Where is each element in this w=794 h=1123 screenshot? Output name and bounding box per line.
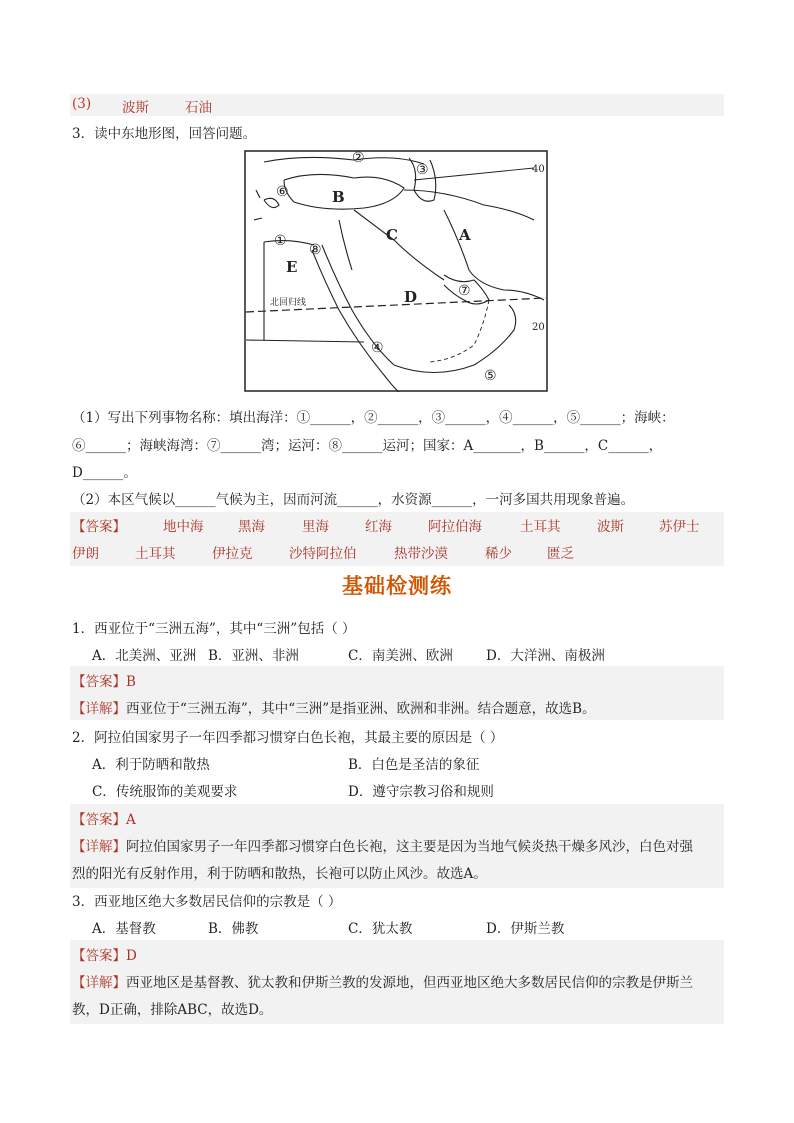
q3-ans-7: 波斯 — [597, 519, 624, 535]
q3-stem: 3．读中东地形图，回答问题。 — [72, 126, 257, 142]
b1-opt-d: D．大洋洲、南极洲 — [486, 648, 605, 664]
q3-sub1-line1: （1）写出下列事物名称：填出海洋：①______，②______，③______，④______，⑤______；海峡： — [72, 410, 675, 426]
map-label-e: E — [286, 258, 298, 276]
map-marker-8: ⑧ — [309, 242, 322, 258]
b3-stem: 3．西亚地区绝大多数居民信仰的宗教是（ ） — [72, 894, 342, 910]
q3-ans-15: 匮乏 — [547, 546, 574, 562]
b1-detail-row — [72, 697, 596, 717]
b2-opt-b: B．白色是圣洁的象征 — [348, 757, 480, 773]
map-marker-2: ② — [352, 150, 365, 166]
b3-detail-1: 西亚地区是基督教、犹太教和伊斯兰教的发源地，但西亚地区绝大多数居民信仰的宗教是伊斯兰 — [126, 975, 693, 991]
b3-detail-row — [72, 971, 693, 991]
q3-ans-3: 里海 — [302, 519, 329, 535]
b3-detail-2: 教，D正确，排除ABC，故选D。 — [72, 1002, 273, 1018]
q3-ans-4: 红海 — [365, 519, 392, 535]
b3-opt-a: A．基督教 — [92, 921, 156, 937]
q3-ans-11: 伊拉克 — [212, 546, 253, 562]
map-marker-4: ④ — [371, 340, 384, 356]
prev-answer-num: (3) — [72, 96, 92, 112]
b1-detail-label: 【详解】 — [72, 701, 126, 717]
q3-ans-9: 伊朗 — [72, 546, 99, 562]
map-label-b: B — [332, 188, 345, 206]
map-tropic-label: 北回归线 — [270, 298, 307, 308]
map-marker-1: ① — [274, 233, 287, 249]
q3-ans-13: 热带沙漠 — [394, 546, 448, 562]
b3-answer: 【答案】D — [72, 948, 137, 964]
q3-answer-label: 【答案】 — [72, 519, 126, 535]
map-lat40: 40 — [532, 164, 545, 175]
q3-ans-8: 苏伊士 — [659, 519, 700, 535]
prev-answer-a: 波斯 — [122, 100, 149, 116]
b2-detail-2: 烈的阳光有反射作用，利于防晒和散热，长袍可以防止风沙。故选A。 — [72, 866, 487, 882]
b1-opt-c: C．南美洲、欧洲 — [348, 648, 453, 664]
q3-sub2: （2）本区气候以______气候为主，因而河流______，水资源______，一河多国共用现象普遍。 — [72, 492, 635, 508]
b2-detail-row — [72, 835, 693, 855]
q3-ans-2: 黑海 — [238, 519, 265, 535]
prev-answer-bg — [70, 94, 724, 116]
map-label-a: A — [459, 226, 471, 244]
b1-opt-a: A．北美洲、亚洲 — [92, 648, 197, 664]
b1-stem: 1．西亚位于“三洲五海”，其中“三洲”包括（ ） — [72, 621, 356, 637]
q3-ans-5: 阿拉伯海 — [428, 519, 482, 535]
q3-sub1-line3: D______。 — [72, 465, 137, 481]
map-marker-5: ⑤ — [484, 368, 497, 384]
section-title: 基础检测练 — [342, 573, 452, 598]
b2-detail-label: 【详解】 — [72, 839, 126, 855]
q3-ans-1: 地中海 — [163, 519, 204, 535]
b2-opt-d: D．遵守宗教习俗和规则 — [348, 784, 494, 800]
q3-sub1-line2: ⑥______；海峡海湾：⑦______湾；运河：⑧______运河；国家：A_______，B______，C______， — [72, 438, 663, 454]
middle-east-map — [244, 150, 548, 392]
q3-ans-12: 沙特阿拉伯 — [289, 546, 357, 562]
b3-opt-c: C．犹太教 — [348, 921, 413, 937]
q3-ans-10: 土耳其 — [135, 546, 176, 562]
q3-ans-6: 土耳其 — [520, 519, 561, 535]
b3-opt-b: B．佛教 — [208, 921, 259, 937]
map-marker-7: ⑦ — [458, 283, 471, 299]
b2-opt-c: C．传统服饰的美观要求 — [92, 784, 238, 800]
b1-answer: 【答案】B — [72, 674, 136, 690]
b1-opt-b: B．亚洲、非洲 — [208, 648, 299, 664]
map-label-d: D — [404, 288, 418, 306]
b1-detail: 西亚位于“三洲五海”，其中“三洲”是指亚洲、欧洲和非洲。结合题意，故选B。 — [126, 701, 596, 717]
prev-answer-b: 石油 — [185, 100, 212, 116]
map-lat20: 20 — [532, 322, 545, 333]
b3-opt-d: D．伊斯兰教 — [486, 921, 565, 937]
b2-opt-a: A．利于防晒和散热 — [92, 757, 210, 773]
b2-stem: 2．阿拉伯国家男子一年四季都习惯穿白色长袍，其最主要的原因是（ ） — [72, 730, 504, 746]
map-marker-6: ⑥ — [276, 184, 289, 200]
map-marker-3: ③ — [416, 162, 429, 178]
q3-ans-14: 稀少 — [485, 546, 512, 562]
b3-detail-label: 【详解】 — [72, 975, 126, 991]
b2-detail-1: 阿拉伯国家男子一年四季都习惯穿白色长袍，这主要是因为当地气候炎热干燥多风沙，白色对强 — [126, 839, 693, 855]
b2-answer: 【答案】A — [72, 812, 136, 828]
map-label-c: C — [386, 226, 398, 244]
